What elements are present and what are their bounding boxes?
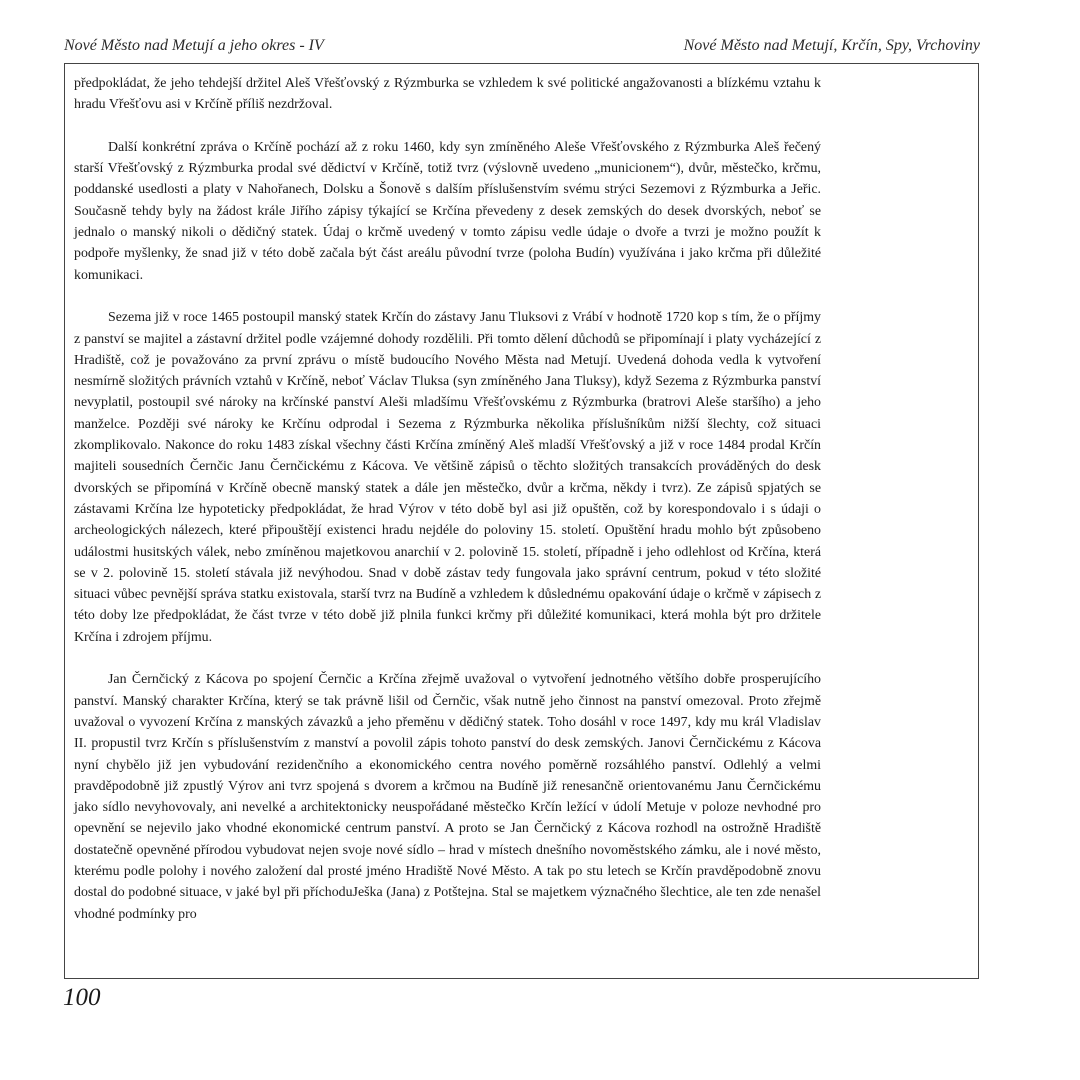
body-text	[74, 73, 821, 925]
running-header	[64, 37, 980, 61]
header-book-title: Nové Město nad Metují a jeho okres - IV	[64, 37, 324, 54]
paragraph: předpokládat, že jeho tehdejší držitel Aleš Vřešťovský z Rýzmburka se vzhledem k své politické angažovanosti a blízkému vztahu k hradu Vřešťovu asi v Krčíně příliš nezdržoval.	[74, 76, 821, 113]
paragraph: Jan Černčický z Kácova po spojení Černčic a Krčína zřejmě uvažoval o vytvoření jednotného většího dobře prosperujícího panství. Manský charakter Krčína, který se tak právně lišil od Černčic, však nutně jeho činnost na panství omezoval. Proto zřejmě uvažoval o vyvození Krčína z manských závazků a jeho přeměnu v dědičný statek. Toho dosáhl v roce 1497, kdy mu král Vladislav II. propustil tvrz Krčín s příslušenstvím z manství a povolil zápis tohoto panství do desk zemských. Janovi Černčickému z Kácova nyní chybělo již jen vybudování rezidenčního a ekonomického centra nového poměrně rozsáhlého panství. Odlehlý a velmi pravděpodobně již zpustlý Výrov ani tvrz spojená s dvorem a krčmou na Budíně již renesančně orientovanému Janu Černčickému jako sídlo nevyhovovaly, ani nevelké a architektonicky neuspořádané městečko Krčín ležící v údolí Metuje v poloze nevhodné pro opevnění se nejevilo jako vhodné ekonomické centrum panství. A proto se Jan Černčický z Kácova rozhodl na ostrožně Hradiště dostatečně opevněné přírodou vybudovat nejen svoje nové sídlo – hrad v místech dnešního novoměstského zámku, ale i nové město, kterému podle polohy i nového založení dal prosté jméno Hradiště Nové Město. A tak po stu letech se Krčín pravděpodobně znovu dostal do podobné situace, v jaké byl při příchoduJeška (Jana) z Potštejna. Stal se majetkem význačného šlechtice, ale ten zde nenašel vhodné podmínky pro	[74, 672, 821, 922]
paragraph: Sezema již v roce 1465 postoupil manský statek Krčín do zástavy Janu Tluksovi z Vrábí v hodnotě 1720 kop s tím, že o příjmy z panství se majitel a zástavní držitel podle vzájemné dohody rozdělili. Při tomto dělení důchodů se připomínají i platy vycházející z Hradiště, což je považováno za první zprávu o místě budoucího Nového Města nad Metují. Uvedená dohoda vedla k vytvoření nesmírně složitých právních vztahů v Krčíně, neboť Václav Tluksa (syn zmíněného Jana Tluksy), když Sezema z Rýzmburka panství nevyplatil, postoupil své nároky na krčínské panství Aleši mladšímu Vřešťovskému z Rýzmburka (bratrovi Aleše staršího) a jeho manželce. Později své nároky ke Krčínu odprodal i Sezema z Rýzmburka několika příslušníkům nižší šlechty, což situaci zkomplikovalo. Nakonce do roku 1483 získal všechny části Krčína zmíněný Aleš mladší Vřešťovský a již v roce 1484 prodal Krčín majiteli sousedních Černčic Janu Černčickému z Kácova. Ve většině zápisů o těchto složitých transakcích prováděných do desk dvorských se připomíná v Krčíně obecně manský statek a dále jen městečko, dvůr a krčma, někdy i tvrz). Ze zápisů spjatých se zástavami Krčína lze hypoteticky předpokládat, že hrad Výrov v této době byl asi již opuštěn, což by korespondovalo i s údaji o archeologických nálezech, které připouštějí existenci hradu nejdéle do poloviny 15. století. Opuštění hradu mohlo být způsobeno událostmi husitských válek, nebo zmíněnou majetkovou anarchií v 2. polovině 15. století, případně i jeho odlehlost od Krčína, která se v 2. polovině 15. století stávala již nevýhodou. Snad v době zástav tedy fungovala jako správní centrum, pokud v této složité situaci vůbec pevnější správa statku existovala, starší tvrz na Budíně a vzhledem k důslednému opakování údaje o krčmě v zápisech z této doby lze předpokládat, že část tvrze v této době již plnila funkci krčmy při důležité komunikaci, která mohla být pro držitele Krčína i zdrojem příjmu.	[74, 310, 821, 645]
header-chapter-title: Nové Město nad Metují, Krčín, Spy, Vrchoviny	[683, 37, 980, 54]
paragraph: Další konkrétní zpráva o Krčíně pochází až z roku 1460, kdy syn zmíněného Aleše Vřešťovského z Rýzmburka Aleš řečený starší Vřešťovský z Rýzmburka prodal své dědictví v Krčíně, totiž tvrz (výslovně uvedeno „municionem“), dvůr, městečko, krčmu, poddanské usedlosti a platy v Nahořanech, Dolsku a Šonově s dalším příslušenstvím svému strýci Sezemovi z Rýzmburka a Jeřic. Současně tehdy byly na žádost krále Jiřího zápisy týkající se Krčína převedeny z desek zemských do desek dvorských, neboť se jednalo o manský nikoli o dědičný statek. Údaj o krčmě uvedený v tomto zápisu vedle údaje o dvoře a tvrzi je možno použít k podpoře myšlenky, že snad již v této době začala být část areálu původní tvrze (poloha Budín) využívána i jako krčma při důležité komunikaci.	[74, 139, 821, 283]
page-number: 100	[63, 984, 101, 1011]
text-frame	[64, 63, 979, 979]
